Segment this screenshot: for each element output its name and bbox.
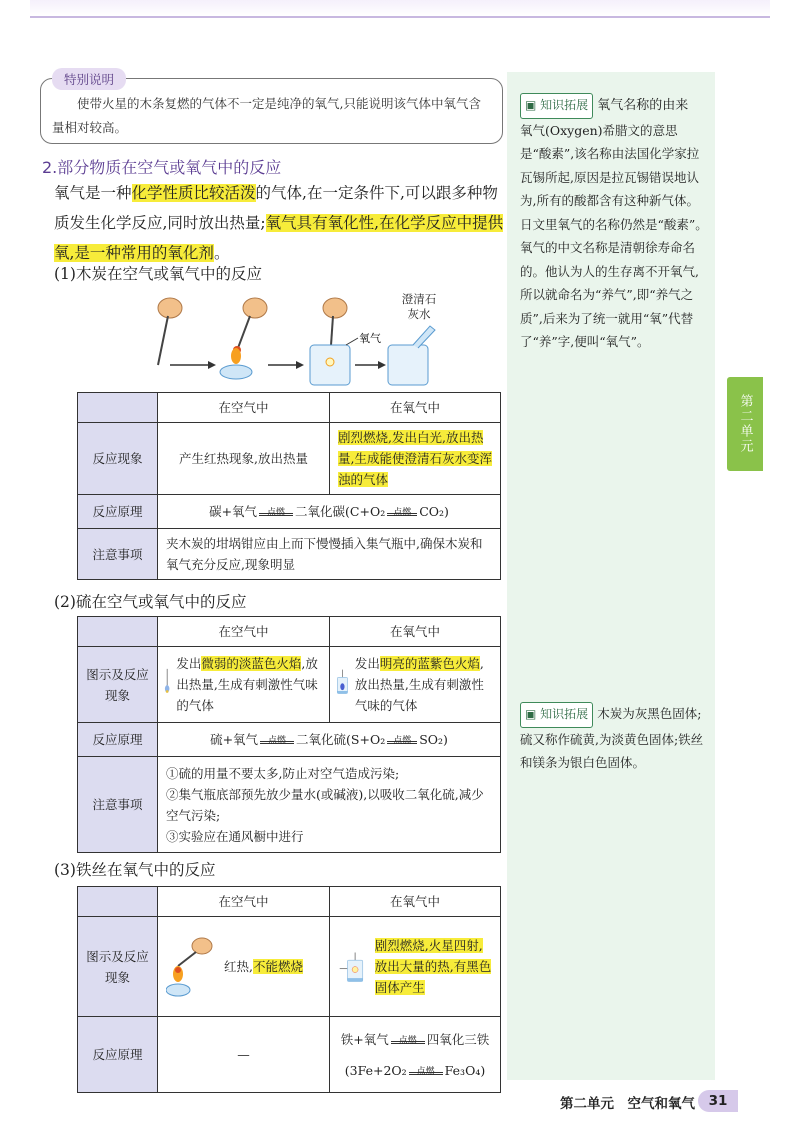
- section-paragraph: [54, 178, 506, 268]
- cell-air-phenomenon: [158, 917, 330, 1017]
- table-row: [78, 723, 501, 757]
- carbon-title: (1)木炭在空气或氧气中的反应: [54, 265, 262, 283]
- cell-oxygen-phenomenon: [330, 647, 501, 723]
- cell-notes: 夹木炭的坩埚钳应由上而下慢慢插入集气瓶中,确保木炭和氧气充分反应,现象明显: [158, 529, 501, 580]
- text: ,放出热量,生成有刺激性气味的气体: [354, 656, 484, 713]
- cell-air-phenomenon: 产生红热现象,放出热量: [158, 423, 330, 495]
- sulfur-oxygen-figure: [336, 653, 349, 711]
- eq-condition: 点燃: [268, 736, 287, 746]
- note-item: ③实验应在通风橱中进行: [166, 828, 304, 844]
- para-highlight-1: 化学性质比较活泼: [131, 184, 256, 202]
- highlight-text: 剧烈燃烧,发出白光,放出热量,生成能使澄清石灰水变浑浊的气体: [338, 430, 492, 487]
- text: 红热,: [224, 959, 253, 974]
- highlight-text: 微弱的淡蓝色火焰: [201, 656, 302, 671]
- section-title: 2.部分物质在空气或氧气中的反应: [42, 158, 282, 177]
- highlight-text: 明亮的蓝紫色火焰: [379, 656, 480, 671]
- table-corner: [78, 393, 158, 423]
- row-header: 反应原理: [78, 723, 158, 757]
- eq-right: SO₂): [419, 732, 448, 747]
- eq-formula-right: Fe₃O₄): [444, 1062, 486, 1078]
- table-row: [78, 529, 501, 580]
- row-header: 反应原理: [78, 495, 158, 529]
- note-tag: 特别说明: [52, 68, 126, 90]
- text: 发出: [176, 656, 202, 671]
- col-air: 在空气中: [158, 887, 330, 917]
- cell-oxygen-phenomenon: [330, 423, 501, 495]
- reaction-equation: [330, 1017, 501, 1093]
- col-oxygen: 在氧气中: [330, 393, 501, 423]
- top-strip: [30, 0, 770, 18]
- note-item: ②集气瓶底部预先放少量水(或碱液),以吸收二氧化硫,减少空气污染;: [166, 786, 484, 823]
- table-corner: [78, 887, 158, 917]
- sidebar-note-origin: [520, 93, 708, 354]
- note-text: 使带火星的木条复燃的气体不一定是纯净的氧气,只能说明该气体中氧气含量相对较高。: [52, 96, 481, 135]
- eq-condition: 点燃: [267, 508, 286, 518]
- search-doc-icon: ▣: [525, 98, 537, 112]
- eq-arrow: [260, 736, 294, 746]
- footer-unit: 第二单元 空气和氧气: [560, 1096, 695, 1112]
- carbon-table: [77, 392, 501, 580]
- para-text-1: 氧气是一种: [54, 184, 132, 202]
- table-row: [78, 757, 501, 853]
- sidebar-note-text: 氧气(Oxygen)希腊文的意思是“酸素”,该名称由法国化学家拉瓦锡所起,原因是拉瓦锡错误地认为,所有的酸都含有这种新气体。日文里氧气的名称仍然是“酸素”。: [520, 122, 708, 232]
- eq-condition: 点燃: [393, 508, 412, 518]
- para-highlight-2: 氧气具有氧化性,在化学反应中提供氧,是一种常用的氧化剂: [54, 214, 504, 262]
- eq-arrow: [259, 508, 293, 518]
- row-header: 反应现象: [78, 423, 158, 495]
- table-corner: [78, 617, 158, 647]
- text: ,放出热量,生成有刺激性气味的气体: [176, 656, 318, 713]
- sidebar-note-colors: [520, 702, 708, 775]
- cell-notes: [158, 757, 501, 853]
- eq-right: CO₂): [419, 504, 449, 519]
- search-doc-icon: ▣: [525, 707, 537, 721]
- sulfur-title: (2)硫在空气或氧气中的反应: [54, 593, 247, 611]
- col-air: 在空气中: [158, 617, 330, 647]
- eq-formula-left: (3Fe+2O₂: [344, 1062, 407, 1078]
- highlight-text: 剧烈燃烧,火星四射,放出大量的热,有黑色固体产生: [374, 938, 492, 995]
- text: 发出: [354, 656, 380, 671]
- col-oxygen: 在氧气中: [330, 617, 501, 647]
- sidebar-tag: [520, 93, 593, 119]
- sidebar-tag: [520, 702, 593, 728]
- eq-arrow: [409, 1066, 443, 1077]
- row-header: 注意事项: [78, 757, 158, 853]
- col-oxygen: 在氧气中: [330, 887, 501, 917]
- sidebar-note-text-2: 氧气的中文名称是清朝徐寿命名的。他认为人的生存离不开氧气,所以就命名为“养气”,即“养气之质”,后来为了统一就用“氧”代替了“养”字,便叫“氧气”。: [520, 240, 699, 349]
- table-row: [78, 1017, 501, 1093]
- highlight-text: 不能燃烧: [252, 959, 303, 974]
- note-item: ①硫的用量不要太多,防止对空气造成污染;: [166, 765, 400, 781]
- para-text-3: 。: [213, 244, 230, 262]
- eq-left: 硫+氧气: [210, 732, 259, 747]
- table-row: [78, 887, 501, 917]
- reaction-equation: [158, 723, 501, 757]
- iron-title: (3)铁丝在氧气中的反应: [54, 861, 216, 879]
- eq-mid: 二氧化硫(S+O₂: [296, 732, 386, 747]
- row-header: 反应原理: [78, 1017, 158, 1093]
- eq-left: 铁+氧气: [340, 1031, 389, 1047]
- cell-oxygen-phenomenon: [330, 917, 501, 1017]
- eq-mid: 二氧化碳(C+O₂: [295, 504, 386, 519]
- eq-arrow: [391, 1035, 425, 1046]
- sulfur-air-figure: [164, 653, 170, 711]
- iron-table: [77, 886, 501, 1093]
- sidebar-note-text: 木炭为灰黑色固体;硫又称作硫黄,为淡黄色固体;铁丝和镁条为银白色固体。: [520, 706, 704, 770]
- reaction-equation: [158, 495, 501, 529]
- table-row: [78, 917, 501, 1017]
- cell-air-phenomenon: [158, 647, 330, 723]
- iron-air-figure: [166, 936, 214, 998]
- page-number: 31: [698, 1090, 738, 1112]
- eq-condition: 点燃: [398, 1035, 417, 1046]
- row-header: 注意事项: [78, 529, 158, 580]
- col-air: 在空气中: [158, 393, 330, 423]
- cell-air-equation: —: [158, 1017, 330, 1093]
- eq-condition: 点燃: [416, 1066, 435, 1077]
- unit-tab: 第二单元: [727, 377, 763, 471]
- row-header: 图示及反应现象: [78, 917, 158, 1017]
- eq-left: 碳+氧气: [209, 504, 258, 519]
- table-row: [78, 393, 501, 423]
- eq-arrow: [387, 736, 417, 746]
- table-row: [78, 495, 501, 529]
- eq-arrow: [387, 508, 417, 518]
- sulfur-table: [77, 616, 501, 853]
- iron-oxygen-figure: [338, 927, 369, 1007]
- label-oxygen: 氧气: [359, 332, 381, 345]
- sidebar-tag-label: 知识拓展: [540, 98, 589, 112]
- table-row: [78, 423, 501, 495]
- eq-condition: 点燃: [393, 736, 412, 746]
- label-limewater: 澄清石灰水: [401, 292, 437, 321]
- table-row: [78, 647, 501, 723]
- sidebar-tag-label: 知识拓展: [540, 707, 589, 721]
- table-row: [78, 617, 501, 647]
- sidebar-note-title: 氧气名称的由来: [597, 98, 689, 113]
- eq-right: 四氧化三铁: [426, 1031, 490, 1047]
- para-text-2: 的气体,在一定条件下,可以跟多种物质发生化学反应,同时放出热量;: [54, 184, 498, 232]
- row-header: 图示及反应现象: [78, 647, 158, 723]
